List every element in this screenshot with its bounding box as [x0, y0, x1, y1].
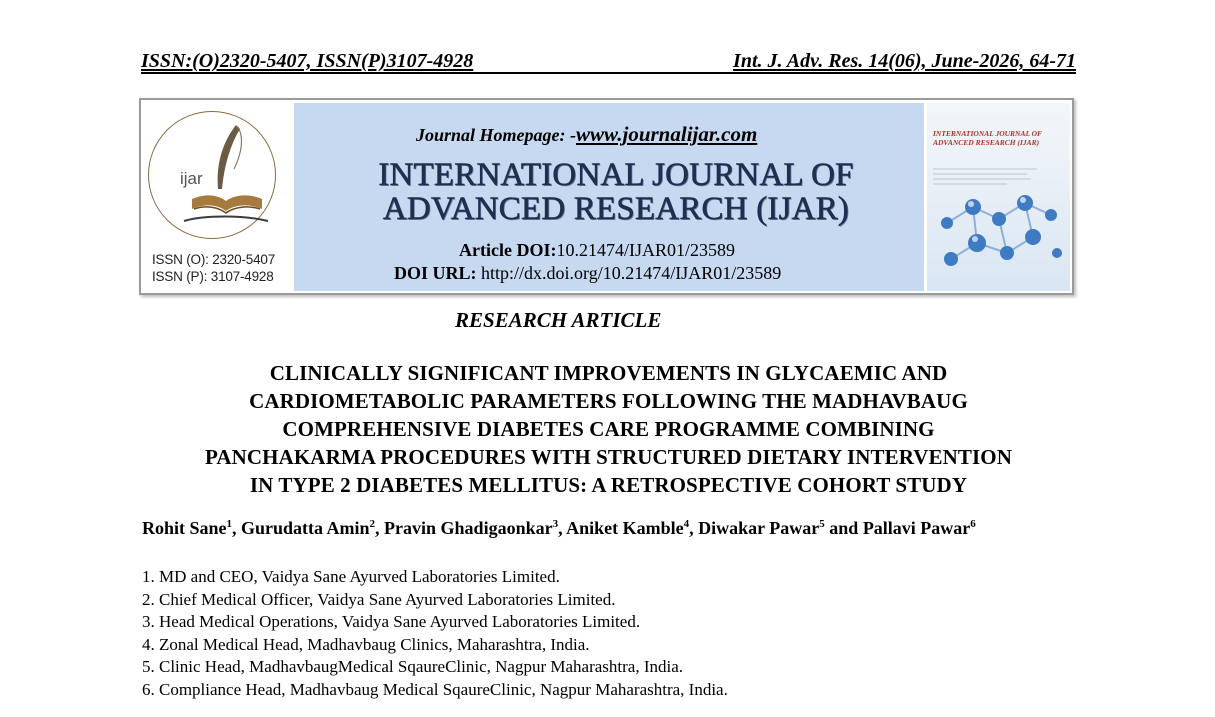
author-affiliation-number: 2: [369, 518, 376, 530]
author-name: Aniket Kamble: [566, 518, 684, 538]
article-doi-label: Article DOI:: [459, 240, 557, 260]
issn-online: ISSN (O): 2320-5407: [152, 252, 276, 267]
author-affiliation-number: 1: [226, 518, 233, 530]
affiliation-item: 2. Chief Medical Officer, Vaidya Sane Ayurved Laboratories Limited.: [142, 589, 616, 609]
author-affiliation-number: 3: [552, 518, 559, 530]
affiliation-item: 1. MD and CEO, Vaidya Sane Ayurved Laboratories Limited.: [142, 567, 560, 586]
article-type: RESEARCH ARTICLE: [455, 308, 662, 332]
author-name: Pravin Ghadigaonkar: [384, 518, 553, 538]
author-affiliation-number: 5: [819, 518, 825, 530]
doi-url-label: DOI URL:: [394, 263, 477, 283]
affiliation-item: 4. Zonal Medical Head, Madhavbaug Clinics, Maharashtra, India.: [142, 634, 590, 654]
article-doi: [459, 240, 735, 261]
author-name: Pallavi Pawar: [862, 518, 971, 538]
journal-cover: [927, 103, 1070, 291]
citation-header: Int. J. Adv. Res. 14(06), June-2026, 64-71: [733, 50, 1076, 72]
homepage-link[interactable]: www.journalijar.com: [576, 122, 758, 146]
title-line: CLINICALLY SIGNIFICANT IMPROVEMENTS IN GLYCAEMIC AND: [269, 361, 948, 385]
journal-banner: [139, 98, 1074, 295]
affiliation-item: 5. Clinic Head, MadhavbaugMedical SqaureClinic, Nagpur Maharashtra, India.: [142, 657, 684, 676]
author-list: [142, 518, 976, 539]
homepage-label: Journal Homepage: -: [416, 125, 576, 145]
journal-logo: [144, 103, 292, 291]
author-name: Rohit Sane: [142, 518, 227, 538]
affiliation-list: [142, 566, 728, 701]
issn-header: ISSN:(O)2320-5407, ISSN(P)3107-4928: [141, 50, 474, 72]
author-separator: ,: [375, 518, 385, 538]
author-separator: ,: [558, 518, 567, 538]
affiliation-item: 3. Head Medical Operations, Vaidya Sane Ayurved Laboratories Limited.: [142, 612, 641, 631]
cover-title: INTERNATIONAL JOURNAL OF ADVANCED RESEARCH (IJAR): [933, 129, 1042, 147]
author-separator: ,: [232, 518, 242, 538]
doi-url: [394, 263, 781, 284]
journal-title-line1: INTERNATIONAL JOURNAL OF: [378, 157, 854, 193]
logo-text: ijar: [180, 169, 203, 188]
quill-book-icon: [144, 103, 292, 253]
title-line: PANCHAKARMA PROCEDURES WITH STRUCTURED DIETARY INTERVENTION: [205, 445, 1012, 469]
article-title: [130, 359, 1087, 499]
journal-title-line2: ADVANCED RESEARCH (IJAR): [382, 191, 850, 227]
title-line: IN TYPE 2 DIABETES MELLITUS: A RETROSPECTIVE COHORT STUDY: [249, 473, 968, 497]
running-header: [141, 46, 1076, 74]
author-affiliation-number: 6: [970, 518, 976, 530]
logo-issn: [152, 251, 275, 285]
author-separator: ,: [689, 518, 699, 538]
affiliation-item: 6. Compliance Head, Madhavbaug Medical SqaureClinic, Nagpur Maharashtra, India.: [142, 679, 728, 699]
title-line: COMPREHENSIVE DIABETES CARE PROGRAMME COMBINING: [282, 417, 935, 441]
journal-title: [336, 158, 896, 226]
article-doi-value: 10.21474/IJAR01/23589: [556, 240, 735, 260]
issn-print: ISSN (P): 3107-4928: [152, 269, 274, 284]
author-affiliation-number: 4: [683, 518, 690, 530]
author-name: Diwakar Pawar: [698, 518, 820, 538]
author-separator: and: [824, 518, 863, 538]
molecule-icon: [927, 103, 1070, 291]
title-line: CARDIOMETABOLIC PARAMETERS FOLLOWING THE MADHAVBAUG: [249, 389, 968, 413]
doi-url-value[interactable]: http://dx.doi.org/10.21474/IJAR01/23589: [481, 263, 782, 283]
journal-homepage: [416, 122, 757, 147]
author-name: Gurudatta Amin: [241, 518, 370, 538]
